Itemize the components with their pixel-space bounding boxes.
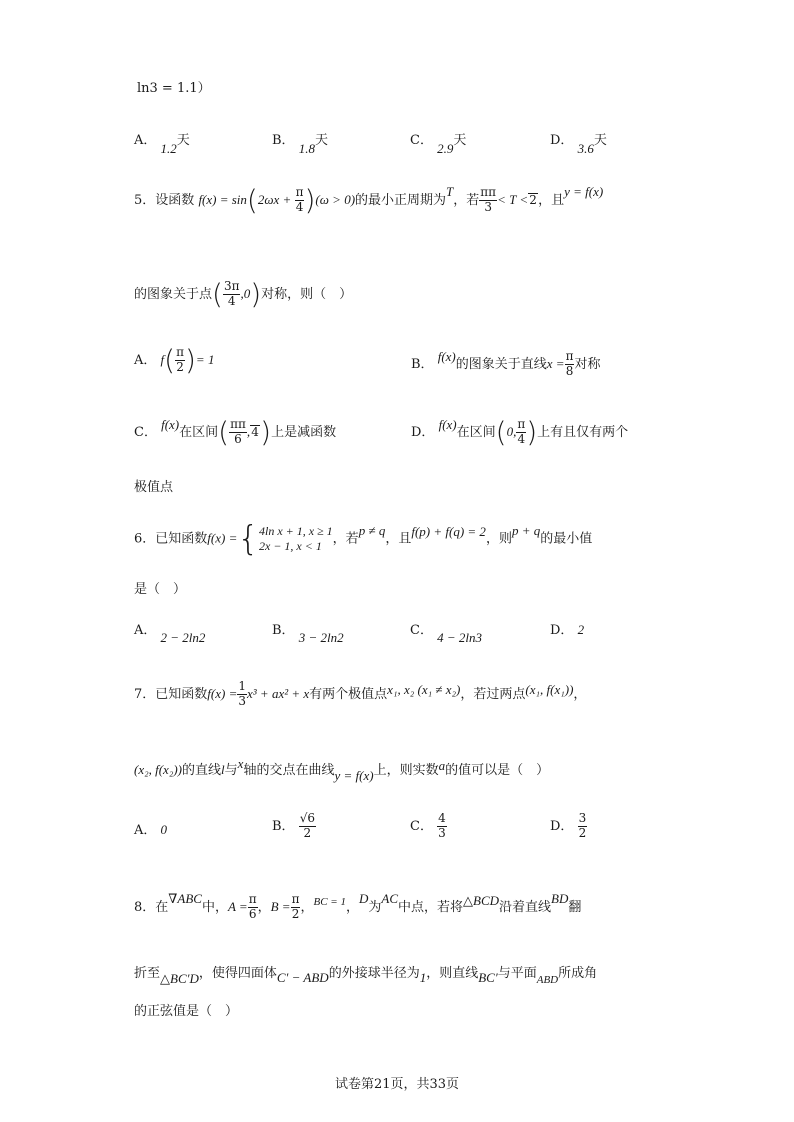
segment-bcp: BC′ <box>478 970 498 985</box>
q8-stem-line1 <box>134 890 582 922</box>
stem-text: ，若 <box>332 531 359 547</box>
numerator: ππ <box>230 417 246 431</box>
stem-text: ，且 <box>385 531 412 547</box>
option-letter: C． <box>410 818 433 834</box>
numerator: π <box>565 349 574 363</box>
fraction <box>479 186 497 215</box>
q8-stem-line2 <box>134 966 598 986</box>
fraction <box>295 186 305 215</box>
fraction <box>291 893 301 922</box>
stem-text: 的外接球半径为 <box>328 966 420 981</box>
plane-abd: ABD <box>536 974 559 986</box>
denominator: 4 <box>517 431 526 446</box>
question-number: 7． <box>134 686 156 702</box>
option-letter: A． <box>134 823 157 838</box>
option-value: 2 − 2ln2 <box>160 630 206 645</box>
segment-ac: AC <box>381 890 398 906</box>
q5-option-b[interactable] <box>411 350 600 379</box>
stem-text: 有两个极值点 <box>309 686 388 702</box>
paren-open: ( <box>212 277 223 311</box>
option-text: 在区间 <box>179 424 219 440</box>
option-expr: = 1 <box>195 351 215 367</box>
option-text: 在区间 <box>456 424 496 440</box>
stem-text: 轴的交点在曲线 <box>243 763 335 778</box>
side-bc: BC = 1 <box>313 895 346 908</box>
option-letter: B． <box>411 356 434 372</box>
numerator: 4 <box>438 811 446 825</box>
stem-text: ，则 <box>485 531 512 547</box>
stem-text: 对称，则（ ） <box>261 286 353 302</box>
piecewise-cases <box>259 524 333 554</box>
inequality: < T < <box>497 191 529 207</box>
param-a: a <box>438 758 446 773</box>
q6-stem-line2: 是（ ） <box>134 582 187 597</box>
function-expr: y = f(x) <box>564 183 604 199</box>
stem-text: 中点，若将 <box>398 899 464 915</box>
option-expr: 0, <box>506 423 517 439</box>
option-value: 1.8 <box>298 141 315 156</box>
paren-open: ( <box>495 415 507 449</box>
q5-stem-line2 <box>134 277 353 311</box>
denominator: 3 <box>484 199 492 214</box>
fraction <box>250 425 260 440</box>
denominator: 2 <box>303 825 312 840</box>
fraction <box>578 812 588 841</box>
option-text: 的图象关于直线 <box>455 356 547 372</box>
option-text: 上有且仅有两个 <box>537 424 629 440</box>
x-var: x <box>237 756 244 771</box>
segment-bd: BD <box>551 890 569 906</box>
denominator: 6 <box>234 431 242 446</box>
option-unit: 天 <box>453 133 467 148</box>
stem-text: 折至 <box>134 966 161 981</box>
denominator: 2 <box>578 825 587 840</box>
stem-text: 已知函数 <box>155 531 208 547</box>
stem-text: 的值可以是（ ） <box>445 763 550 778</box>
paren-close: ) <box>260 415 272 449</box>
option-letter: C． <box>134 424 157 440</box>
option-letter: D． <box>550 818 574 834</box>
q4-option-a[interactable] <box>134 133 190 156</box>
stem-text: 的直线 <box>182 763 222 778</box>
stem-text: ，使得四面体 <box>198 966 277 981</box>
option-value: 1.2 <box>160 141 177 156</box>
expression: p + q <box>511 522 541 538</box>
q5-option-a[interactable] <box>134 343 215 377</box>
stem-text: 上，则实数 <box>373 763 439 778</box>
numerator: π <box>176 345 184 359</box>
denominator: 8 <box>565 363 574 378</box>
tetrahedron: C′ − ABD <box>276 970 329 985</box>
triangle-bcpd: △BC′D <box>160 971 199 986</box>
condition: (ω > 0) <box>315 191 356 207</box>
numerator: ππ <box>480 185 497 199</box>
triangle-bcd: △BCD <box>463 892 500 908</box>
angle-a: A = <box>227 898 248 914</box>
option-letter: A． <box>134 133 157 148</box>
piecewise-brace: { <box>237 519 259 559</box>
fraction <box>565 350 575 379</box>
fraction <box>299 812 316 841</box>
stem-text: 在 <box>155 899 169 915</box>
function-expr: f(x) = <box>207 530 238 546</box>
stem-text: 所成角 <box>558 966 598 981</box>
option-expr: f(x) <box>438 416 457 432</box>
denominator: 6 <box>248 906 257 921</box>
option-text: 上是减函数 <box>271 424 337 440</box>
option-value: 2 <box>577 622 585 637</box>
paren-close: ) <box>304 183 316 217</box>
function-expr: f(x) = sin <box>198 191 247 207</box>
stem-text: 的最小正周期为 <box>355 192 447 208</box>
option-unit: 天 <box>176 133 190 148</box>
q4-option-b[interactable] <box>272 133 328 156</box>
q4-option-c[interactable] <box>410 133 467 156</box>
numerator: π <box>248 892 257 906</box>
denominator: 2 <box>529 192 537 207</box>
question-number: 8． <box>134 899 156 915</box>
q7-stem-line1 <box>134 680 586 709</box>
option-expr: x = <box>546 355 565 371</box>
stem-text: ，若过两点 <box>460 686 526 702</box>
point-tail: ,0 <box>240 285 251 301</box>
fraction <box>437 812 447 841</box>
option-unit: 天 <box>314 133 328 148</box>
fraction <box>516 418 526 447</box>
numerator: 3π <box>223 279 240 293</box>
denominator: 2 <box>291 906 300 921</box>
fraction <box>248 893 258 922</box>
option-letter: A． <box>134 623 157 638</box>
option-letter: A． <box>134 352 157 368</box>
option-unit: 天 <box>593 133 607 148</box>
option-letter: B． <box>272 623 295 638</box>
q6-stem-line1 <box>134 519 593 559</box>
case-2: 2x − 1, x < 1 <box>259 539 322 553</box>
denominator: 3 <box>438 825 446 840</box>
point-1: (x₁, f(x₁)) <box>525 681 574 697</box>
polynomial: x³ + ax² + x <box>247 685 310 701</box>
option-letter: D． <box>550 623 574 638</box>
comma: ， <box>300 899 314 915</box>
numerator: π <box>517 417 526 431</box>
q5-option-c[interactable] <box>134 415 337 449</box>
q6-option-b[interactable] <box>272 623 344 645</box>
function-expr: f(x) = <box>207 685 238 701</box>
denominator: 3 <box>238 693 246 708</box>
numerator: √6 <box>299 811 315 825</box>
q7-option-d[interactable] <box>550 812 587 841</box>
option-expr: f(x) <box>437 348 456 364</box>
page-footer: 试卷第21页，共33页 <box>334 1077 460 1092</box>
option-letter: C． <box>410 133 433 148</box>
denominator: 4 <box>227 293 236 308</box>
condition: p ≠ q <box>358 522 386 538</box>
option-letter: B． <box>272 133 295 148</box>
question-number: 6． <box>134 531 156 547</box>
stem-text: ，则直线 <box>426 966 479 981</box>
q6-option-d[interactable] <box>550 623 584 637</box>
extreme-points: x₁, x₂ (x₁ ≠ x₂) <box>387 681 461 697</box>
stem-text: 中， <box>201 899 228 915</box>
paren-open: ( <box>218 415 230 449</box>
fraction <box>237 680 247 709</box>
fraction <box>229 418 247 447</box>
q5-option-d[interactable] <box>411 415 629 449</box>
numerator: π <box>295 185 304 199</box>
q5-option-d-continued: 极值点 <box>134 480 174 495</box>
option-expr: f(x) <box>161 416 180 432</box>
paren-close: ) <box>184 343 196 377</box>
option-value: 3.6 <box>577 141 594 156</box>
triangle-abc: ∇ABC <box>168 890 202 906</box>
stem-text: 翻 <box>568 899 582 915</box>
stem-text: 的图象关于点 <box>134 286 213 302</box>
case-1: 4ln x + 1, x ≥ 1 <box>259 524 333 538</box>
option-letter: B． <box>272 818 295 834</box>
stem-text: 沿着直线 <box>499 899 552 915</box>
q4-option-d[interactable] <box>550 133 607 156</box>
q7-option-c[interactable] <box>410 812 447 841</box>
fraction <box>223 280 241 309</box>
stem-text: 为 <box>368 899 382 915</box>
option-value: 4 − 2ln3 <box>437 630 482 645</box>
option-letter: D． <box>411 424 435 440</box>
curve: y = f(x) <box>334 768 374 783</box>
comma: ， <box>257 899 271 915</box>
point-d: D <box>358 890 369 906</box>
line-l: l <box>221 762 225 777</box>
option-value: 0 <box>160 822 168 837</box>
q6-option-c[interactable] <box>410 623 482 645</box>
q7-option-b[interactable] <box>272 812 316 841</box>
stem-text: 与 <box>224 763 238 778</box>
equation: f(p) + f(q) = 2 <box>411 523 486 539</box>
option-letter: C． <box>410 623 433 638</box>
stem-text: 设函数 <box>155 192 195 208</box>
option-value: 2.9 <box>437 141 454 156</box>
fraction <box>528 193 538 208</box>
stem-text: 与平面 <box>497 966 537 981</box>
period-symbol: T <box>446 183 454 199</box>
stem-text: 已知函数 <box>155 686 208 702</box>
denominator: 4 <box>251 424 259 439</box>
numerator: 1 <box>238 679 246 693</box>
question-number: 5． <box>134 192 156 208</box>
q8-stem-line3: 的正弦值是（ ） <box>134 1004 239 1019</box>
option-letter: D． <box>550 133 574 148</box>
denominator: 2 <box>176 359 184 374</box>
paren-close: ) <box>526 415 538 449</box>
stem-text: ， <box>573 686 587 702</box>
option-value: 3 − 2ln2 <box>298 630 344 645</box>
comma: ， <box>345 899 359 915</box>
radius-value: 1 <box>419 970 427 985</box>
q5-stem-line1 <box>134 183 604 217</box>
stem-text: 的最小值 <box>540 531 593 547</box>
stem-text: ，若 <box>453 192 480 208</box>
paren-open: ( <box>164 343 176 377</box>
stem-text: ，且 <box>538 192 565 208</box>
paren-close: ) <box>250 277 262 311</box>
option-expr: f <box>160 351 165 367</box>
numerator: π <box>291 892 300 906</box>
option-text: 对称 <box>574 356 601 372</box>
numerator: 3 <box>578 811 587 825</box>
q6-option-a[interactable] <box>134 623 206 645</box>
denominator: 4 <box>295 199 304 214</box>
q7-option-a[interactable] <box>134 823 167 837</box>
angle-b: B = <box>270 898 291 914</box>
fraction <box>175 346 185 375</box>
point-2: (x₂, f(x₂)) <box>134 762 183 777</box>
comma: , <box>246 423 251 439</box>
q4-hint-line: ln3 = 1.1） <box>137 81 211 96</box>
q7-stem-line2 <box>134 756 550 783</box>
function-arg: 2ωx + <box>257 191 295 207</box>
paren-open: ( <box>246 183 258 217</box>
